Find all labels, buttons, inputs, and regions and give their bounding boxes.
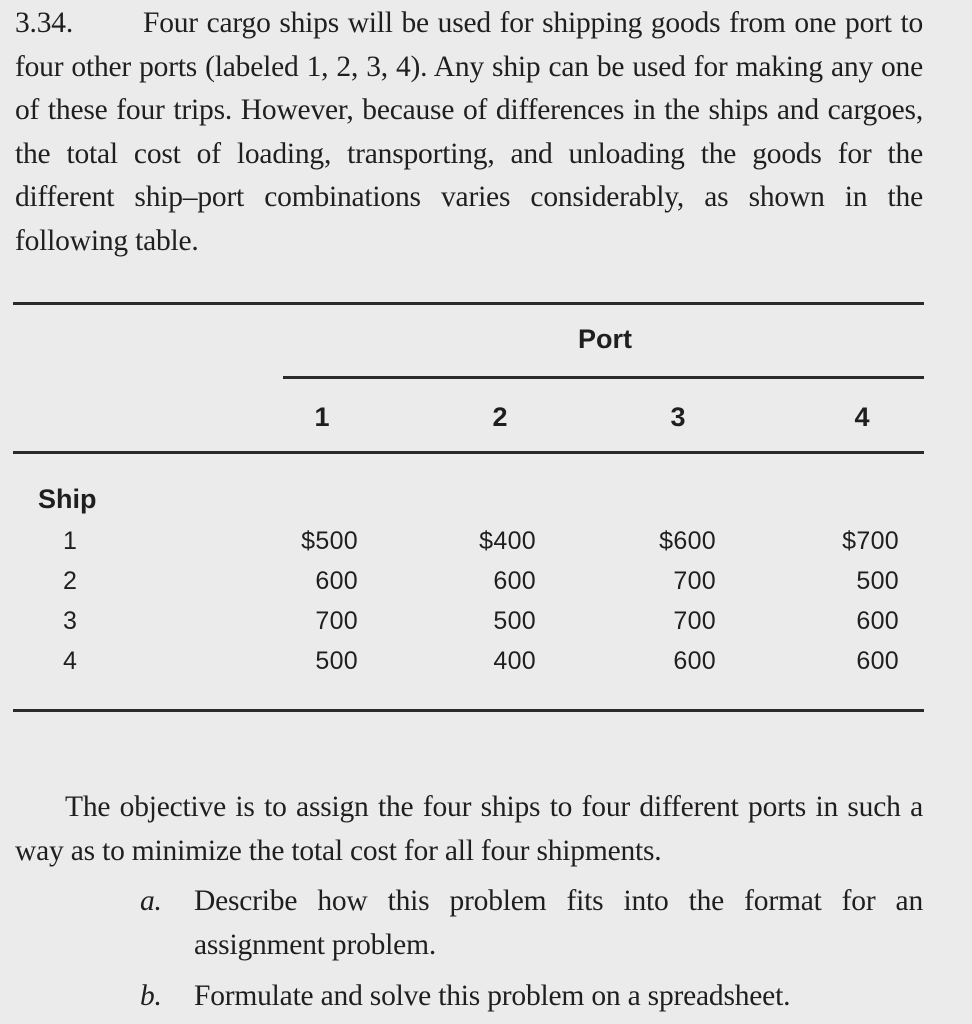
item-label: b. <box>140 980 162 1012</box>
column-header-port-1: 1 <box>314 402 330 432</box>
cost-cell: 500 <box>493 607 536 635</box>
cost-cell: 600 <box>315 567 358 595</box>
ship-group-header: Ship <box>38 484 97 514</box>
item-text: Formulate and solve this problem on a spreadsheet. <box>194 980 791 1012</box>
cost-cell: 700 <box>673 567 716 595</box>
cost-cell: 600 <box>673 647 716 675</box>
list-item <box>140 880 923 967</box>
cost-cell: 400 <box>493 647 536 675</box>
column-header-port-2: 2 <box>492 402 508 432</box>
table-bottom-rule <box>13 709 924 712</box>
column-header-port-3: 3 <box>670 402 686 432</box>
problem-number: 3.34. <box>15 7 74 39</box>
cost-cell: 700 <box>315 607 358 635</box>
ship-label: 3 <box>63 607 77 635</box>
port-group-header: Port <box>578 324 632 354</box>
cost-cell: $400 <box>479 527 536 555</box>
item-text: Describe how this problem fits into the format for an assignment problem. <box>194 885 923 961</box>
ship-label: 4 <box>63 647 77 675</box>
cost-cell: 600 <box>856 647 899 675</box>
cost-cell: 500 <box>856 567 899 595</box>
cost-cell: 500 <box>315 647 358 675</box>
cost-cell: 700 <box>673 607 716 635</box>
column-header-port-4: 4 <box>854 402 870 432</box>
list-item <box>140 975 923 1019</box>
cost-cell: $500 <box>301 527 358 555</box>
ship-label: 2 <box>63 567 77 595</box>
cost-cell: 600 <box>493 567 536 595</box>
header-bottom-rule <box>13 451 924 454</box>
problem-intro <box>15 2 923 263</box>
cost-cell: 600 <box>856 607 899 635</box>
port-header-rule <box>283 376 924 379</box>
cost-cell: $700 <box>842 527 899 555</box>
table-top-rule <box>13 302 924 305</box>
problem-intro-text: Four cargo ships will be used for shipping goods from one port to four other ports (labeled 1, 2, 3, 4). Any ship can be used for making any one of these four trips. However, because of differences in the ships and cargoes, the total cost of loading, transporting, and unloading the goods for the different ship–port combinations varies considerably, as shown in the following table. <box>15 7 923 257</box>
ship-label: 1 <box>63 527 77 555</box>
problem-objective: The objective is to assign the four ships to four different ports in such a way as to minimize the total cost for all four shipments. <box>15 791 923 867</box>
item-label: a. <box>140 885 162 917</box>
cost-cell: $600 <box>659 527 716 555</box>
